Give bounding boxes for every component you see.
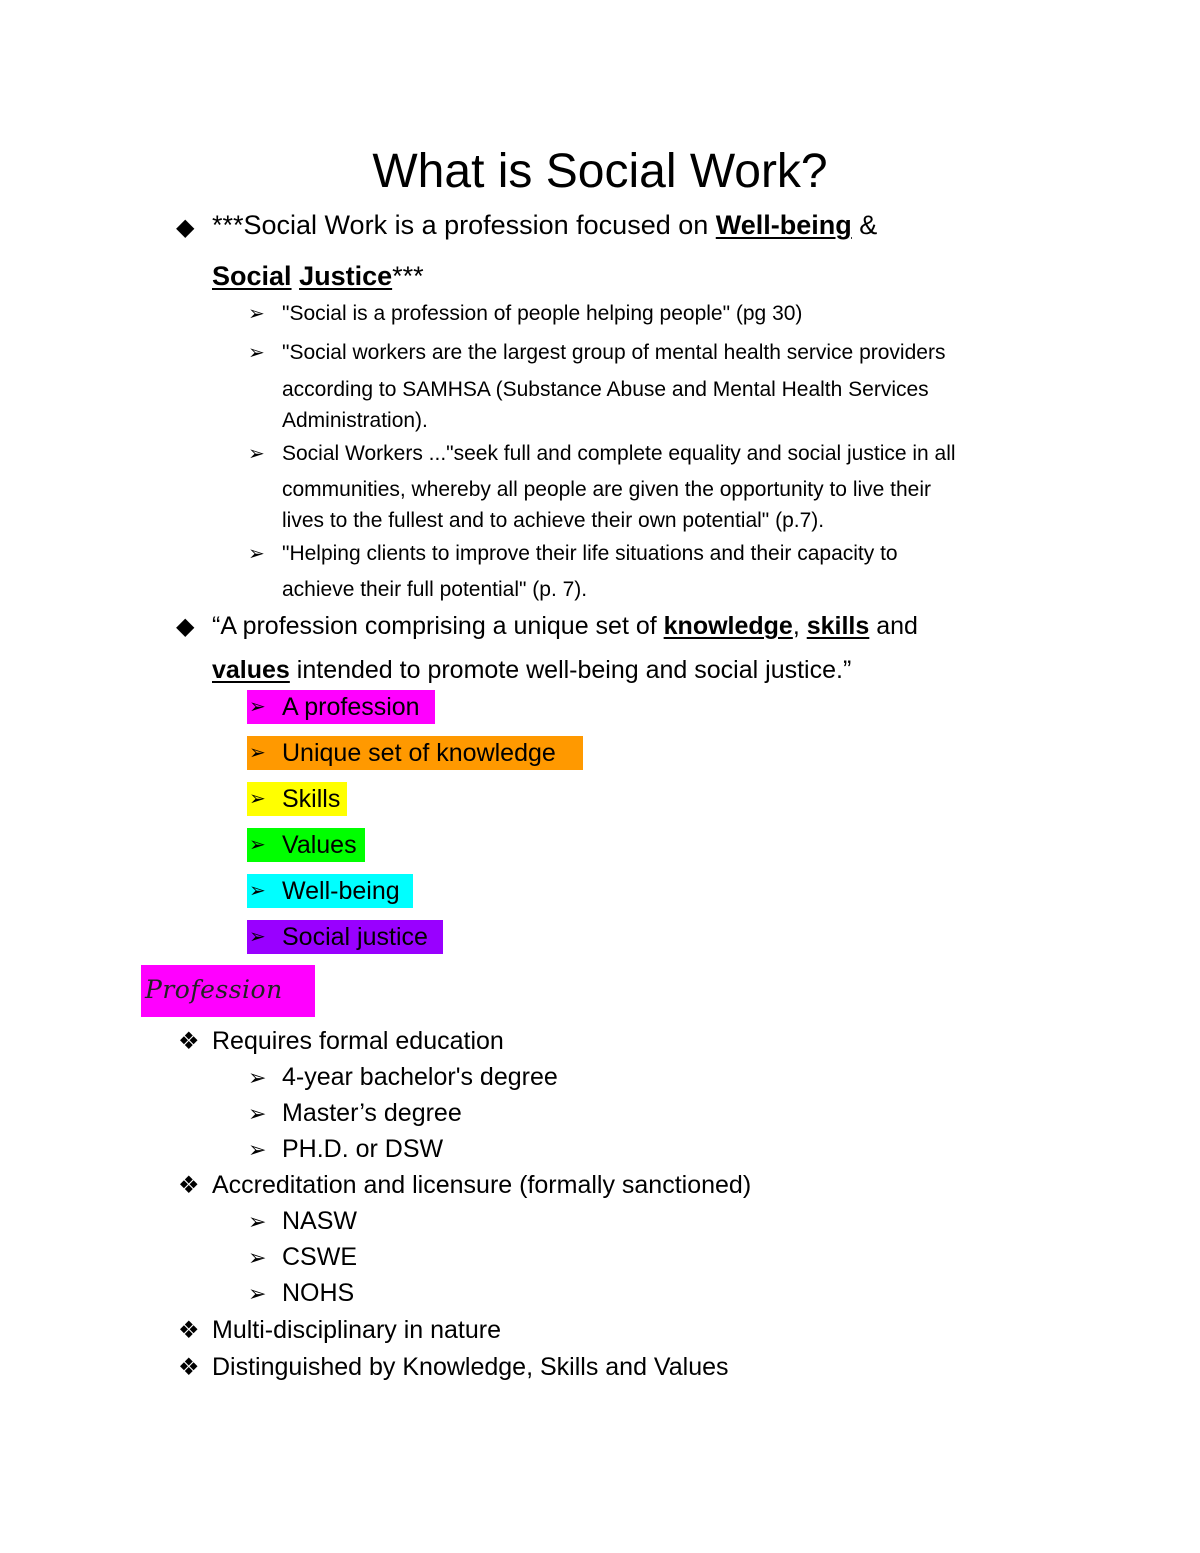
spacer <box>292 261 300 291</box>
arrowhead-bullet-icon: ➢ <box>249 788 266 810</box>
clover-bullet-icon: ❖ <box>178 1354 200 1381</box>
profession-subitem: NASW <box>282 1207 357 1235</box>
profession-item: Multi-disciplinary in nature <box>212 1316 502 1344</box>
profession-subitem: Master’s degree <box>282 1099 462 1127</box>
keyword-label: Well-being <box>282 877 400 905</box>
profession-subitem: 4-year bachelor's degree <box>282 1063 558 1091</box>
profession-subitem: NOHS <box>282 1279 355 1307</box>
keyword-label: Unique set of knowledge <box>282 739 556 767</box>
quote-line: "Helping clients to improve their life situations and their capacity to <box>282 542 898 565</box>
quote-line: Administration). <box>282 409 428 432</box>
quote-line: communities, whereby all people are given the opportunity to live their <box>282 478 932 501</box>
quote-line: "Social is a profession of people helping people" (pg 30) <box>282 302 803 325</box>
arrow-bullet-icon: ➢ <box>248 1101 267 1126</box>
profession-subitem: PH.D. or DSW <box>282 1135 444 1163</box>
quote-line: Social Workers ..."seek full and complete equality and social justice in all <box>282 442 956 465</box>
definition-text: “A profession comprising a unique set of <box>212 612 664 640</box>
social-term: Social <box>212 261 292 291</box>
keyword-label: Social justice <box>282 923 428 951</box>
profession-definition-line1 <box>212 609 918 643</box>
comma: , <box>792 612 807 640</box>
arrowhead-bullet-icon: ➢ <box>248 443 265 465</box>
arrow-bullet-icon: ➢ <box>248 1137 267 1162</box>
arrowhead-bullet-icon: ➢ <box>248 303 265 325</box>
definition-bullet-line2 <box>212 259 424 293</box>
quote-line: achieve their full potential" (p. 7). <box>282 578 588 601</box>
arrow-bullet-icon: ➢ <box>248 1209 267 1234</box>
values-term: values <box>212 656 290 684</box>
clover-bullet-icon: ❖ <box>178 1317 200 1344</box>
arrow-bullet-icon: ➢ <box>248 1281 267 1306</box>
arrowhead-bullet-icon: ➢ <box>249 742 266 764</box>
clover-bullet-icon: ❖ <box>178 1028 200 1055</box>
definition-text: ***Social Work is a profession focused on <box>212 210 716 240</box>
arrowhead-bullet-icon: ➢ <box>249 926 266 948</box>
arrowhead-bullet-icon: ➢ <box>248 342 265 364</box>
diamond-bullet-icon: ◆ <box>176 613 195 640</box>
and-text: and <box>869 612 918 640</box>
quote-line: "Social workers are the largest group of mental health service providers <box>282 341 946 364</box>
keyword-label: A profession <box>282 693 420 721</box>
profession-item: Accreditation and licensure (formally sanctioned) <box>212 1171 752 1199</box>
justice-term: Justice <box>299 261 393 291</box>
stars-suffix: *** <box>392 261 424 291</box>
arrowhead-bullet-icon: ➢ <box>248 543 265 565</box>
keyword-label: Values <box>282 831 357 859</box>
arrowhead-bullet-icon: ➢ <box>249 834 266 856</box>
profession-item: Distinguished by Knowledge, Skills and Values <box>212 1353 729 1381</box>
page-title: What is Social Work? <box>372 145 828 198</box>
arrow-bullet-icon: ➢ <box>248 1065 267 1090</box>
section-heading-profession: Profession <box>145 975 283 1004</box>
clover-bullet-icon: ❖ <box>178 1172 200 1199</box>
quote-line: according to SAMHSA (Substance Abuse and Mental Health Services <box>282 378 929 401</box>
profession-subitem: CSWE <box>282 1243 357 1271</box>
arrowhead-bullet-icon: ➢ <box>249 696 266 718</box>
arrow-bullet-icon: ➢ <box>248 1245 267 1270</box>
quote-line: lives to the fullest and to achieve their own potential" (p.7). <box>282 509 825 532</box>
profession-item: Requires formal education <box>212 1027 504 1055</box>
profession-definition-line2 <box>212 653 851 687</box>
definition-bullet-line1 <box>212 208 877 242</box>
knowledge-term: knowledge <box>663 612 793 640</box>
wellbeing-term: Well-being <box>715 210 852 240</box>
keyword-label: Skills <box>282 785 341 813</box>
skills-term: skills <box>806 612 870 640</box>
diamond-bullet-icon: ◆ <box>176 214 195 241</box>
arrowhead-bullet-icon: ➢ <box>249 880 266 902</box>
definition-text: intended to promote well-being and social justice.” <box>289 656 852 684</box>
ampersand: & <box>851 210 878 240</box>
